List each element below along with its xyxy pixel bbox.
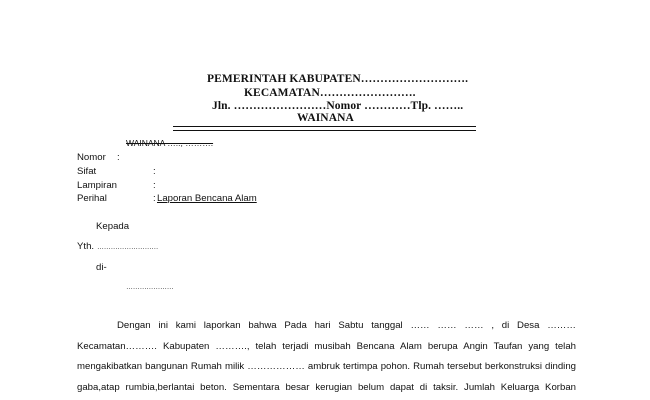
body-line-4: gaba,atap rumbia,berlantai beton. Sementara besar kerugian belum dapat di taksir. Jumlah Keluarga Korban bbox=[77, 382, 576, 393]
recipient-place-blank: ………………… bbox=[126, 284, 174, 291]
lampiran-label: Lampiran bbox=[77, 180, 117, 191]
body-line-3: mengakibatkan bangunan Rumah milik ……………… ambruk tertimpa pohon. Rumah tersebut berkonstruksi dinding bbox=[77, 361, 576, 372]
perihal-label: Perihal bbox=[77, 193, 107, 204]
letterhead-village: WAINANA bbox=[297, 112, 354, 124]
letterhead-government: PEMERINTAH KABUPATEN………………………. bbox=[207, 73, 469, 85]
nomor-colon: : bbox=[117, 152, 120, 163]
body-line-2: Kecamatan………. Kabupaten ………., telah terjadi musibah Bencana Alam berupa Angin Taufan yang telah bbox=[77, 341, 576, 352]
sifat-label: Sifat bbox=[77, 166, 97, 177]
place-date: WAINANA ….., ………. bbox=[126, 138, 214, 148]
letterhead-rule-bottom bbox=[173, 130, 476, 131]
nomor-label: Nomor bbox=[77, 152, 106, 163]
letterhead-district: KECAMATAN……………………. bbox=[244, 87, 416, 99]
perihal-value: Laporan Bencana Alam bbox=[157, 193, 257, 204]
lampiran-colon: : bbox=[153, 180, 156, 191]
perihal-colon: : bbox=[153, 193, 156, 204]
body-line-1: Dengan ini kami laporkan bahwa Pada hari Sabtu tanggal …… …… …… , di Desa ……… bbox=[117, 320, 576, 331]
letterhead-address: Jln. ……………………Nomor …………Tlp. …….. bbox=[212, 100, 464, 112]
sifat-colon: : bbox=[153, 166, 156, 177]
yth-label: Yth. bbox=[77, 241, 95, 252]
recipient-name-blank: ……………………… bbox=[97, 244, 159, 251]
letterhead-rule-text bbox=[173, 122, 476, 128]
kepada-label: Kepada bbox=[96, 221, 130, 232]
di-label: di- bbox=[96, 262, 107, 273]
